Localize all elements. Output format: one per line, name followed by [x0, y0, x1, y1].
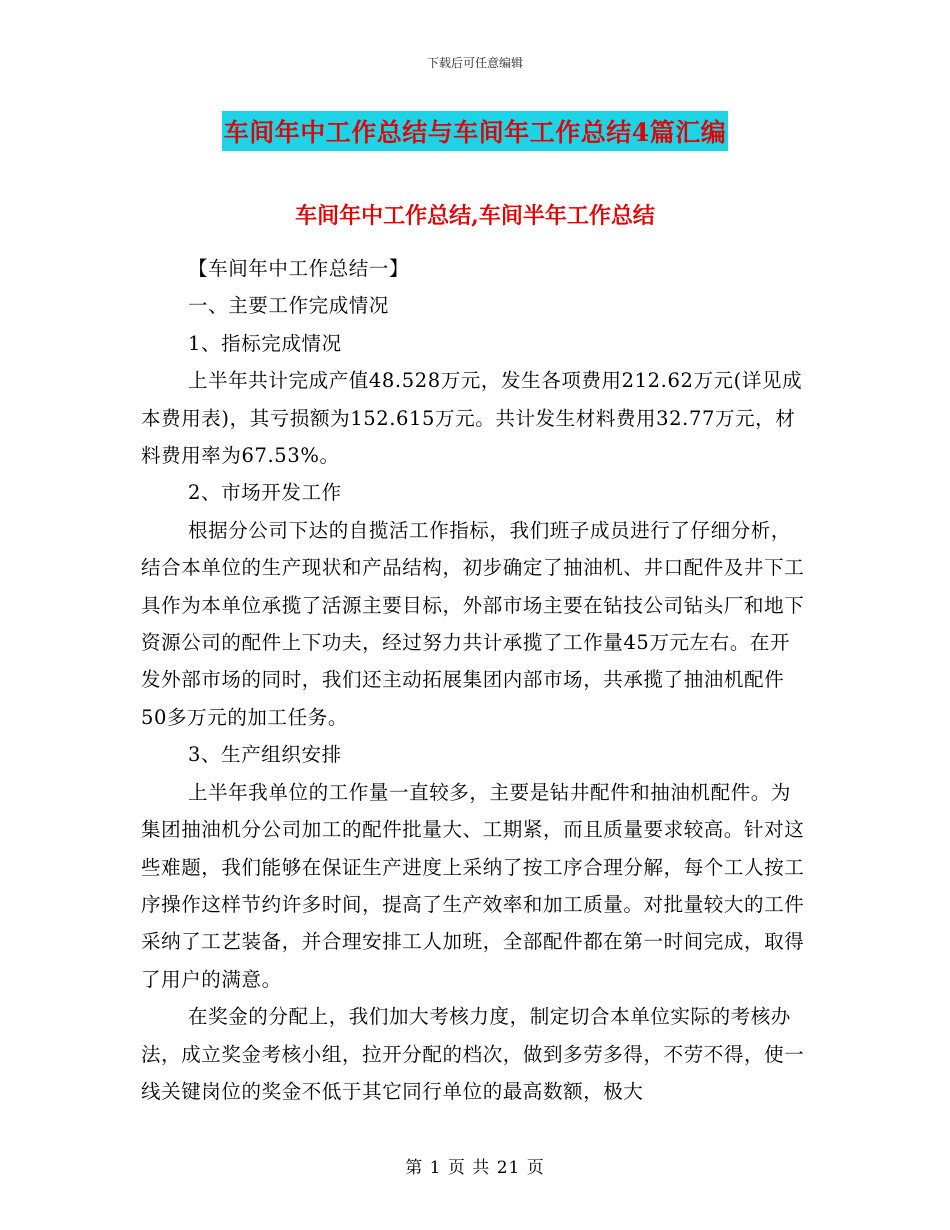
section-heading: 【车间年中工作总结一】: [188, 257, 410, 280]
header-note: 下载后可任意编辑: [426, 56, 523, 70]
paragraph: 上半年我单位的工作量一直较多，主要是钻井配件和抽油机配件。为集团抽油机分公司加工的配件批量大、工期紧，而且质量要求较高。针对这些难题，我们能够在保证生产进度上采纳了按工序合理分解，每个工人按工序操作这样节约许多时间，提高了生产效率和加工质量。对批量较大的工件采纳了工艺装备，并合理安排工人加班，全部配件都在第一时间完成，取得了用户的满意。: [141, 780, 805, 991]
heading-level-2: 1、指标完成情况: [188, 331, 342, 355]
paragraph: 上半年共计完成产值48.528万元，发生各项费用212.62万元(详见成本费用表)，其亏损额为152.615万元。共计发生材料费用32.77万元，材料费用率为67.53%。: [141, 369, 803, 468]
page-footer: 第 1 页 共 21 页: [405, 1158, 545, 1178]
heading-level-2: 3、生产组织安排: [188, 743, 342, 767]
paragraph: 在奖金的分配上，我们加大考核力度，制定切合本单位实际的考核办法，成立奖金考核小组，拉开分配的档次，做到多劳多得，不劳不得，使一线关键岗位的奖金不低于其它同行单位的最高数额，极大: [141, 1005, 805, 1103]
main-title-wrap: [0, 111, 950, 151]
heading-level-2: 2、市场开发工作: [188, 481, 342, 505]
sub-title: 车间年中工作总结,车间半年工作总结: [295, 203, 655, 229]
heading-level-1: 一、主要工作完成情况: [188, 294, 390, 318]
paragraph: 根据分公司下达的自揽活工作指标，我们班子成员进行了仔细分析，结合本单位的生产现状和产品结构，初步确定了抽油机、井口配件及井下工具作为本单位承揽了活源主要目标，外部市场主要在钻技公司钻头厂和地下资源公司的配件上下功夫，经过努力共计承揽了工作量45万元左右。在开发外部市场的同时，我们还主动拓展集团内部市场，共承揽了抽油机配件50多万元的加工任务。: [141, 518, 805, 729]
main-title: 车间年中工作总结与车间年工作总结4篇汇编: [222, 111, 728, 151]
document-body: [141, 250, 806, 1110]
